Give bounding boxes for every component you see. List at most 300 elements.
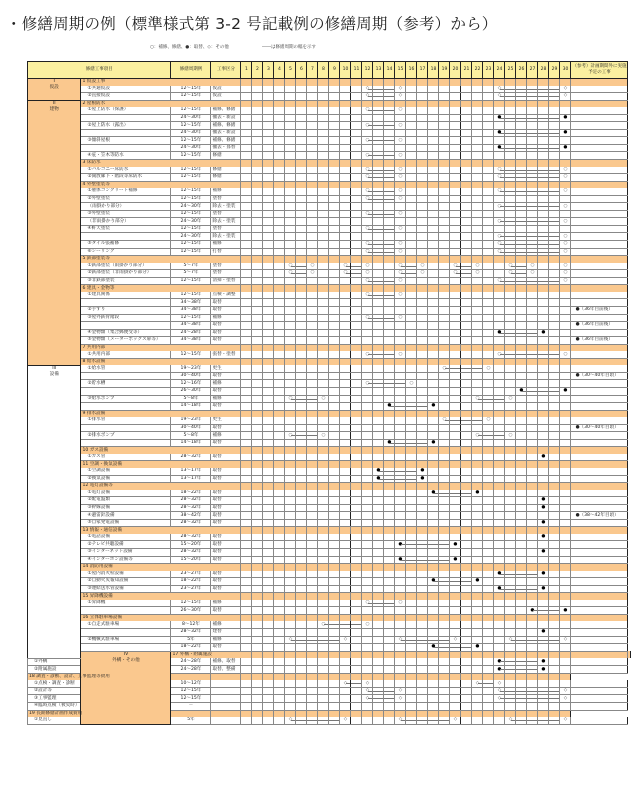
year-cell — [483, 651, 494, 658]
year-cell — [395, 403, 406, 411]
year-cell — [450, 314, 461, 322]
year-cell — [406, 314, 417, 322]
cycle-range-line — [373, 318, 383, 319]
year-cell — [274, 564, 285, 571]
section-title: 8 給水設備 — [81, 358, 241, 365]
year-cell — [461, 504, 472, 512]
year-cell — [307, 607, 318, 615]
year-cell — [417, 225, 428, 233]
item-name: （非雨掛かり部分） — [81, 218, 171, 226]
year-cell — [241, 256, 252, 263]
year-cell — [505, 233, 516, 241]
year-cell — [296, 424, 307, 432]
year-cell — [538, 107, 549, 114]
year-cell — [263, 256, 274, 263]
year-cell — [406, 365, 417, 372]
year-cell — [351, 549, 362, 557]
year-cell — [395, 490, 406, 497]
year-cell — [285, 358, 296, 365]
year-cell — [560, 717, 571, 724]
cycle-range-line — [516, 170, 526, 171]
year-cell — [285, 651, 296, 658]
year-cell — [252, 600, 263, 607]
year-cell — [307, 277, 318, 285]
year-cell — [406, 490, 417, 497]
year-cell — [494, 160, 505, 167]
table-row — [28, 380, 631, 388]
year-cell — [274, 337, 285, 345]
cycle-range-line — [549, 391, 560, 392]
year-cell — [560, 337, 571, 345]
year-cell — [428, 344, 439, 351]
year-cell — [417, 122, 428, 130]
cycle-range-line — [450, 647, 460, 648]
year-cell — [560, 329, 571, 337]
year-cell — [527, 600, 538, 607]
year-cell — [461, 607, 472, 615]
year-cell — [428, 600, 439, 607]
year-cell — [428, 365, 439, 372]
section-row — [28, 564, 631, 571]
table-row — [28, 241, 631, 249]
year-cell — [373, 578, 384, 586]
year-cell — [439, 454, 450, 461]
year-cell — [472, 93, 483, 101]
year-cell — [362, 680, 373, 687]
year-cell — [252, 556, 263, 564]
year-cell — [549, 417, 560, 424]
year-cell — [527, 621, 538, 628]
year-cell — [560, 614, 571, 621]
note-cell — [571, 387, 628, 395]
year-cell — [560, 607, 571, 615]
year-cell — [362, 79, 373, 86]
year-cell — [307, 380, 318, 388]
year-cell — [351, 702, 362, 710]
year-cell — [362, 299, 373, 307]
item-name — [81, 403, 171, 411]
year-cell — [285, 564, 296, 571]
year-cell — [307, 541, 318, 549]
note-cell — [571, 122, 628, 130]
year-cell — [439, 203, 450, 211]
cycle-range-line — [368, 244, 372, 245]
year-cell — [285, 248, 296, 256]
note-cell — [571, 695, 628, 703]
table-row — [28, 629, 631, 637]
year-cell — [494, 607, 505, 615]
year-cell — [384, 129, 395, 137]
table-row — [28, 395, 631, 403]
year-cell — [296, 593, 307, 600]
year-cell — [538, 556, 549, 564]
year-cell — [296, 285, 307, 292]
year-cell — [472, 306, 483, 314]
year-cell — [285, 614, 296, 621]
cycle-range-line — [516, 574, 526, 575]
year-cell — [494, 306, 505, 314]
year-cell — [450, 395, 461, 403]
year-cell — [527, 439, 538, 447]
year-cell — [417, 100, 428, 107]
year-cell — [340, 241, 351, 249]
table-row — [28, 210, 631, 218]
year-cell — [241, 483, 252, 490]
year-cell — [318, 107, 329, 114]
year-cell — [384, 195, 395, 203]
work-type: 清掃・塗替 — [211, 277, 241, 285]
year-cell — [549, 717, 560, 724]
cycle-range-line — [384, 383, 394, 384]
year-cell — [406, 395, 417, 403]
cycle-value: 13～17年 — [171, 468, 211, 475]
work-type: 塗替 — [211, 270, 241, 278]
year-cell — [274, 680, 285, 687]
note-cell — [571, 114, 628, 122]
year-cell — [516, 233, 527, 241]
item-name: ①空調設備 — [81, 468, 171, 475]
year-cell — [373, 629, 384, 637]
year-cell — [450, 263, 461, 270]
year-cell — [461, 432, 472, 440]
year-cell — [428, 329, 439, 337]
year-cell — [241, 447, 252, 454]
year-cell — [263, 181, 274, 188]
year-cell — [527, 248, 538, 256]
cycle-range-line — [516, 118, 526, 119]
year-cell — [505, 100, 516, 107]
year-cell — [351, 167, 362, 174]
cycle-range-line — [368, 199, 372, 200]
year-cell — [296, 644, 307, 652]
cycle-range-line — [505, 589, 515, 590]
year-cell — [263, 432, 274, 440]
year-cell — [560, 322, 571, 330]
year-cell — [516, 687, 527, 695]
year-cell — [351, 160, 362, 167]
year-cell — [362, 658, 373, 666]
year-cell — [362, 248, 373, 256]
year-cell — [307, 395, 318, 403]
year-cell — [417, 329, 428, 337]
year-cell — [307, 387, 318, 395]
year-cell — [516, 424, 527, 432]
year-cell — [428, 152, 439, 160]
year-cell — [505, 468, 516, 475]
year-cell — [373, 285, 384, 292]
year-cell — [516, 527, 527, 534]
year-cell — [395, 181, 406, 188]
year-cell — [285, 534, 296, 541]
year-cell — [395, 314, 406, 322]
year-cell — [373, 512, 384, 520]
item-name — [81, 372, 171, 380]
year-cell — [483, 702, 494, 710]
section-title: 10 ガス設備 — [81, 447, 241, 454]
year-cell — [252, 585, 263, 593]
year-cell — [340, 644, 351, 652]
year-cell — [527, 417, 538, 424]
year-cell — [483, 218, 494, 226]
year-cell — [428, 306, 439, 314]
year-cell — [494, 314, 505, 322]
year-cell — [395, 695, 406, 703]
year-cell — [516, 129, 527, 137]
year-cell — [362, 564, 373, 571]
year-cell — [461, 137, 472, 145]
year-cell — [285, 203, 296, 211]
year-cell — [461, 233, 472, 241]
year-cell — [384, 285, 395, 292]
year-cell — [538, 621, 549, 628]
category-label: 仮設 — [49, 85, 59, 90]
year-cell — [285, 410, 296, 417]
year-cell — [252, 651, 263, 658]
year-cell — [428, 137, 439, 145]
year-cell — [505, 372, 516, 380]
year-cell — [439, 519, 450, 527]
item-name — [81, 424, 171, 432]
work-type: 取替 — [211, 337, 241, 345]
year-cell — [252, 658, 263, 666]
year-cell — [538, 549, 549, 557]
year-cell — [516, 644, 527, 652]
year-cell — [274, 107, 285, 114]
year-cell — [428, 225, 439, 233]
year-cell — [538, 680, 549, 687]
year-cell — [274, 600, 285, 607]
year-cell — [384, 636, 395, 644]
year-cell — [318, 144, 329, 152]
cycle-range-line — [505, 574, 515, 575]
year-cell — [362, 188, 373, 195]
year-cell — [384, 541, 395, 549]
year-cell — [285, 79, 296, 86]
year-cell — [296, 225, 307, 233]
work-type: 取替 — [211, 534, 241, 541]
year-cell — [340, 468, 351, 475]
year-cell — [362, 534, 373, 541]
year-cell — [285, 710, 296, 717]
year-cell — [505, 461, 516, 468]
year-cell — [307, 299, 318, 307]
year-cell — [318, 497, 329, 505]
cycle-range-line — [384, 354, 395, 355]
year-cell — [538, 468, 549, 475]
cycle-range-line — [395, 479, 405, 480]
year-cell — [285, 107, 296, 114]
year-cell — [538, 358, 549, 365]
item-name: ③幹線設備 — [81, 504, 171, 512]
year-cell — [483, 490, 494, 497]
year-cell — [527, 454, 538, 461]
year-cell — [560, 658, 571, 666]
note-cell — [571, 468, 628, 475]
cycle-range-line — [318, 640, 328, 641]
year-cell — [527, 358, 538, 365]
year-cell — [252, 541, 263, 549]
year-cell — [307, 717, 318, 724]
year-cell — [483, 636, 494, 644]
year-cell — [395, 614, 406, 621]
section-row — [28, 527, 631, 534]
repair-marker-icon: ○ — [288, 262, 293, 268]
year-cell — [461, 314, 472, 322]
year-cell — [307, 585, 318, 593]
year-cell — [439, 329, 450, 337]
year-cell — [527, 314, 538, 322]
year-cell — [296, 372, 307, 380]
year-cell — [560, 306, 571, 314]
header-year: 11 — [351, 62, 362, 79]
year-cell — [549, 167, 560, 174]
year-cell — [450, 439, 461, 447]
work-type — [211, 687, 241, 695]
year-cell — [439, 358, 450, 365]
year-cell — [472, 585, 483, 593]
year-cell — [296, 475, 307, 483]
year-cell — [527, 403, 538, 411]
cycle-range-line — [527, 640, 537, 641]
year-cell — [549, 673, 560, 680]
year-cell — [549, 107, 560, 114]
year-cell — [494, 144, 505, 152]
year-cell — [472, 504, 483, 512]
year-cell — [351, 225, 362, 233]
year-cell — [483, 365, 494, 372]
section-row — [28, 358, 631, 365]
year-cell — [450, 292, 461, 299]
year-cell — [307, 248, 318, 256]
item-name — [81, 114, 171, 122]
year-cell — [450, 181, 461, 188]
year-cell — [439, 160, 450, 167]
year-cell — [395, 306, 406, 314]
year-cell — [351, 717, 362, 724]
year-cell — [362, 695, 373, 703]
year-cell — [483, 695, 494, 703]
year-cell — [494, 263, 505, 270]
work-type: 補修、取替 — [211, 658, 241, 666]
cycle-range-line — [516, 698, 526, 699]
year-cell — [329, 277, 340, 285]
year-cell — [373, 687, 384, 695]
year-cell — [538, 387, 549, 395]
cycle-value: 28～32年 — [171, 454, 211, 461]
year-cell — [505, 687, 516, 695]
year-cell — [241, 585, 252, 593]
note-cell: ●（36年目前後） — [571, 306, 628, 314]
year-cell — [263, 695, 274, 703]
year-cell — [527, 322, 538, 330]
year-cell — [505, 702, 516, 710]
year-cell — [406, 497, 417, 505]
year-cell — [285, 137, 296, 145]
cycle-range-line — [365, 137, 372, 143]
year-cell — [307, 329, 318, 337]
year-cell — [549, 233, 560, 241]
year-cell — [395, 248, 406, 256]
year-cell — [329, 607, 340, 615]
year-cell — [340, 203, 351, 211]
repair-marker-icon: ◇ — [288, 636, 293, 642]
year-cell — [406, 600, 417, 607]
year-cell — [340, 717, 351, 724]
year-cell — [461, 571, 472, 578]
note-cell — [571, 658, 628, 666]
year-cell — [362, 710, 373, 717]
year-cell — [483, 314, 494, 322]
year-cell — [395, 644, 406, 652]
replace-marker-icon: ● — [497, 586, 502, 591]
year-cell — [362, 241, 373, 249]
year-cell — [329, 263, 340, 270]
year-cell — [417, 299, 428, 307]
year-cell — [406, 410, 417, 417]
year-cell — [307, 218, 318, 226]
work-type: 取替 — [211, 490, 241, 497]
year-cell — [450, 160, 461, 167]
year-cell — [274, 329, 285, 337]
repair-marker-icon: ◇ — [453, 636, 458, 642]
year-cell — [296, 403, 307, 411]
year-cell — [417, 497, 428, 505]
year-cell — [549, 285, 560, 292]
repair-marker-icon: ○ — [563, 351, 568, 357]
year-cell — [560, 651, 571, 658]
year-cell — [494, 600, 505, 607]
year-cell — [241, 387, 252, 395]
year-cell — [252, 351, 263, 358]
section-row — [28, 410, 631, 417]
header-year: 4 — [274, 62, 285, 79]
year-cell — [461, 461, 472, 468]
cycle-range-line — [291, 720, 295, 721]
year-cell — [428, 314, 439, 322]
repair-marker-icon: ○ — [508, 270, 513, 276]
repair-marker-icon: ○ — [497, 248, 502, 254]
year-cell — [516, 86, 527, 93]
year-cell — [384, 410, 395, 417]
item-name — [81, 144, 171, 152]
note-cell — [571, 137, 628, 145]
year-cell — [307, 614, 318, 621]
year-cell — [252, 504, 263, 512]
year-cell — [560, 241, 571, 249]
year-cell — [450, 556, 461, 564]
item-name: ②換気設備 — [81, 475, 171, 483]
cycle-range-line — [307, 399, 318, 400]
year-cell — [373, 218, 384, 226]
year-cell — [318, 270, 329, 278]
year-cell — [483, 358, 494, 365]
year-cell — [505, 607, 516, 615]
year-cell — [285, 447, 296, 454]
cycle-value: 12～15年 — [171, 195, 211, 203]
year-cell — [406, 79, 417, 86]
year-cell — [549, 137, 560, 145]
year-cell — [461, 410, 472, 417]
year-cell — [494, 629, 505, 637]
year-cell — [318, 504, 329, 512]
year-cell — [483, 181, 494, 188]
year-cell — [252, 424, 263, 432]
year-cell — [505, 447, 516, 454]
year-cell — [494, 490, 505, 497]
year-cell — [285, 270, 296, 278]
year-cell — [351, 468, 362, 475]
year-cell — [241, 248, 252, 256]
